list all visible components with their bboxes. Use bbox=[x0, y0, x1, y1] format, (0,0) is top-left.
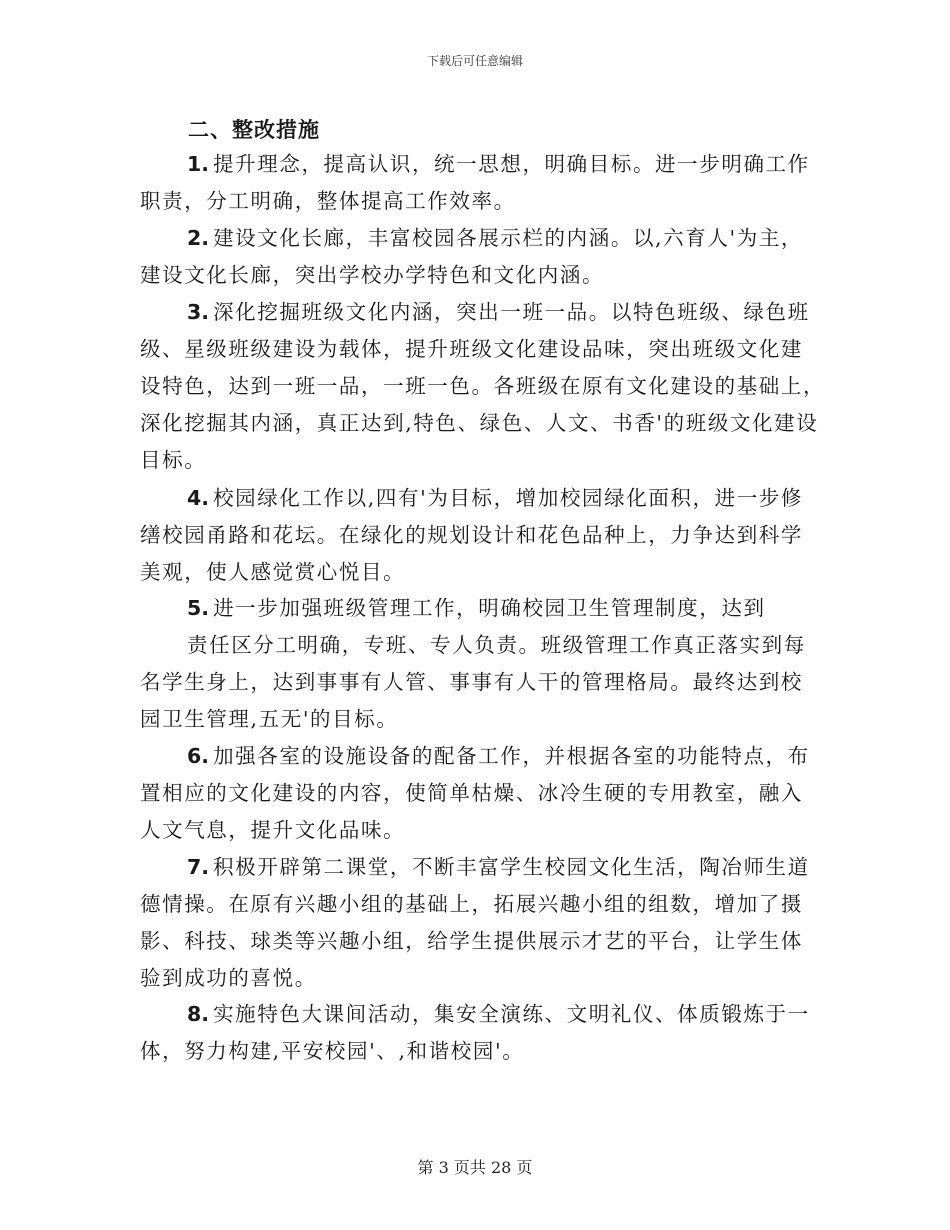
paragraph-line: 德情操。在原有兴趣小组的基础上，拓展兴趣小组的组数，增加了摄 bbox=[140, 892, 803, 916]
paragraph-1 bbox=[140, 146, 820, 220]
paragraph-line: 体，努力构建,平安校园'、,和谐校园'。 bbox=[140, 1039, 525, 1063]
paragraph-line: 设特色，达到一班一品，一班一色。各班级在原有文化建设的基础上， bbox=[140, 374, 826, 398]
item-number: 7. bbox=[187, 855, 210, 879]
page-header: 下载后可任意编辑 bbox=[426, 54, 523, 68]
paragraph-3 bbox=[140, 294, 826, 479]
item-number: 4. bbox=[187, 486, 210, 510]
line-text: 建设文化长廊，丰富校园各展示栏的内涵。以,六育人'为主， bbox=[213, 226, 804, 250]
paragraph-line: 验到成功的喜悦。 bbox=[140, 966, 317, 990]
paragraph-4 bbox=[140, 480, 820, 591]
line-text: 积极开辟第二课堂，不断丰富学生校园文化生活，陶冶师生道 bbox=[213, 855, 810, 879]
item-number: 1. bbox=[187, 152, 210, 176]
paragraph-line: 责任区分工明确，专班、专人负责。班级管理工作真正落实到每 bbox=[187, 633, 806, 657]
paragraph-line bbox=[140, 220, 820, 257]
item-number: 8. bbox=[187, 1002, 210, 1026]
paragraph-line: 名学生身上，达到事事有人管、事事有人干的管理格局。最终达到校 bbox=[140, 670, 803, 694]
paragraph-line: 建设文化长廊，突出学校办学特色和文化内涵。 bbox=[140, 263, 605, 287]
paragraph-7 bbox=[140, 849, 820, 997]
paragraph-line: 影、科技、球类等兴趣小组，给学生提供展示才艺的平台，让学生体 bbox=[140, 929, 803, 953]
paragraph-line: 缮校园甬路和花坛。在绿化的规划设计和花色品种上，力争达到科学 bbox=[140, 523, 803, 547]
line-text: 加强各室的设施设备的配备工作，并根据各室的功能特点，布 bbox=[213, 744, 810, 768]
paragraph-line: 深化挖掘其内涵，真正达到,特色、绿色、人文、书香'的班级文化建设 bbox=[140, 411, 819, 435]
item-number: 3. bbox=[187, 300, 210, 324]
line-text: 实施特色大课间活动，集安全演练、文明礼仪、体质锻炼于一 bbox=[213, 1002, 810, 1026]
paragraph-line: 置相应的文化建设的内容，使简单枯燥、冰冷生硬的专用教室，融入 bbox=[140, 781, 803, 805]
paragraph-line: 园卫生管理,五无'的目标。 bbox=[140, 707, 399, 731]
line-text: 提升理念，提高认识，统一思想，明确目标。进一步明确工作 bbox=[213, 152, 810, 176]
item-number: 5. bbox=[187, 596, 210, 620]
paragraph-line: 目标。 bbox=[140, 448, 207, 472]
paragraph-line bbox=[140, 738, 820, 775]
item-number: 6. bbox=[187, 744, 210, 768]
paragraph-line bbox=[140, 849, 820, 886]
paragraph-5 bbox=[140, 590, 820, 738]
paragraph-6 bbox=[140, 738, 820, 849]
paragraph-line bbox=[140, 294, 820, 331]
paragraph-line: 美观，使人感觉赏心悦目。 bbox=[140, 560, 406, 584]
paragraph-line bbox=[140, 480, 820, 517]
line-text: 进一步加强班级管理工作，明确校园卫生管理制度，达到 bbox=[213, 596, 766, 620]
section-title: 二、整改措施 bbox=[188, 117, 320, 142]
page-footer: 第 3 页共 28 页 bbox=[417, 1158, 533, 1177]
paragraph-line: 人文气息，提升文化品味。 bbox=[140, 818, 406, 842]
paragraph-8 bbox=[140, 996, 820, 1070]
line-text: 深化挖掘班级文化内涵，突出一班一品。以特色班级、绿色班 bbox=[213, 300, 810, 324]
paragraph-line: 职责，分工明确，整体提高工作效率。 bbox=[140, 189, 516, 213]
paragraph-line bbox=[140, 590, 820, 627]
paragraph-line bbox=[140, 146, 820, 183]
paragraph-line: 级、星级班级建设为载体，提升班级文化建设品味，突出班级文化建 bbox=[140, 337, 803, 361]
line-text: 校园绿化工作以,四有'为目标，增加校园绿化面积，进一步修 bbox=[213, 486, 804, 510]
item-number: 2. bbox=[187, 226, 210, 250]
paragraph-line bbox=[140, 996, 820, 1033]
paragraph-2 bbox=[140, 220, 820, 294]
